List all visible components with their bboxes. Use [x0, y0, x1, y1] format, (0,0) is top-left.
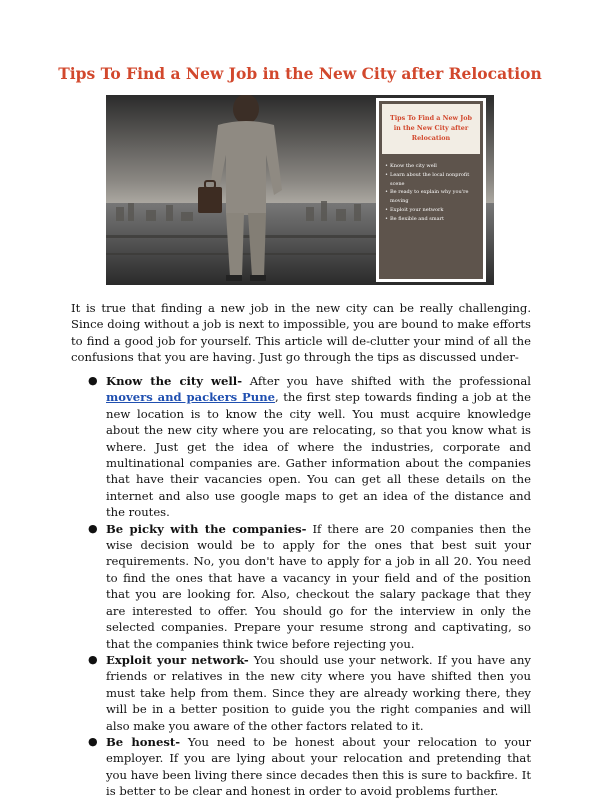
tip-text: If there are 20 companies then the wise decision would be to apply for the ones that best suit your requirements. No, you don't have to apply for a job in all 20. You need to find the ones that have a vacancy in your field and of the position that you are looking for. Also, checkout the salary package that they are interested to offer. You should go for the interview in only the selected companies. Prepare your resume strong and captivating, so that the companies think twice before rejecting you.: [106, 521, 531, 651]
tip-term: Know the city well-: [106, 374, 243, 388]
tips-list: [86, 373, 531, 800]
panel-item: • Know the city well: [385, 162, 479, 171]
bullet-icon: ●: [88, 652, 98, 666]
movers-packers-link[interactable]: movers and packers Pune: [106, 390, 276, 405]
panel-item: • Learn about the local nonprofit scene: [385, 171, 479, 189]
panel-heading: Tips To Find a New Job in the New City after Relocation: [382, 104, 480, 154]
panel-item: • Be ready to explain why you're moving: [385, 188, 479, 206]
document-title: Tips To Find a New Job in the New City after Relocation: [58, 64, 542, 83]
panel-item: • Exploit your network: [385, 206, 479, 215]
tip-term: Exploit your network-: [106, 652, 249, 667]
tip-item: [86, 521, 531, 652]
tip-text: , the first step towards finding a job at the new location is to know the city well. You must acquire knowledge about the new city where you are relocating, so that you know what is where. Just get the idea of where the industries, corporate and multinational companies are. Gather information about the companies that have their vacancies open. You can get all these details on the internet and also use google maps to get an idea of the distance and the routes.: [106, 390, 531, 520]
tip-text: You should use your network. If you have any friends or relatives in the new city where you have shifted then you must take help from them. Since they are already working there, they will be in a better position to guide you the right companies and will also make you aware of the other factors related to it.: [106, 652, 531, 733]
hero-image: [106, 95, 494, 285]
tip-text: After you have shifted with the professional: [242, 374, 531, 388]
tip-term: Be honest-: [106, 734, 181, 749]
tip-term: Be picky with the companies-: [106, 521, 307, 536]
panel-item: • Be flexible and smart: [385, 215, 479, 224]
tip-text: You need to be honest about your relocation to your employer. If you are lying about your relocation and pretending that you have been living there since decades then this is sure to backfire. It is better to be clear and honest in order to avoid problems further.: [106, 734, 531, 799]
panel-list: [379, 162, 483, 223]
bullet-icon: ●: [88, 734, 98, 748]
businessman-city-photo: [106, 95, 494, 285]
tip-item: [86, 734, 531, 800]
bullet-icon: ●: [88, 374, 98, 387]
bullet-icon: ●: [88, 521, 98, 535]
tip-item: [86, 652, 531, 734]
tips-panel: [376, 98, 486, 282]
tip-item: [86, 373, 531, 521]
intro-paragraph: It is true that finding a new job in the new city can be really challenging. Since doing without a job is next to impossible, you are bound to make efforts to find a good job for yourself. This article will de-clutter your mind of all the confusions that you are having. Just go through the tips as discussed under-: [71, 301, 531, 365]
